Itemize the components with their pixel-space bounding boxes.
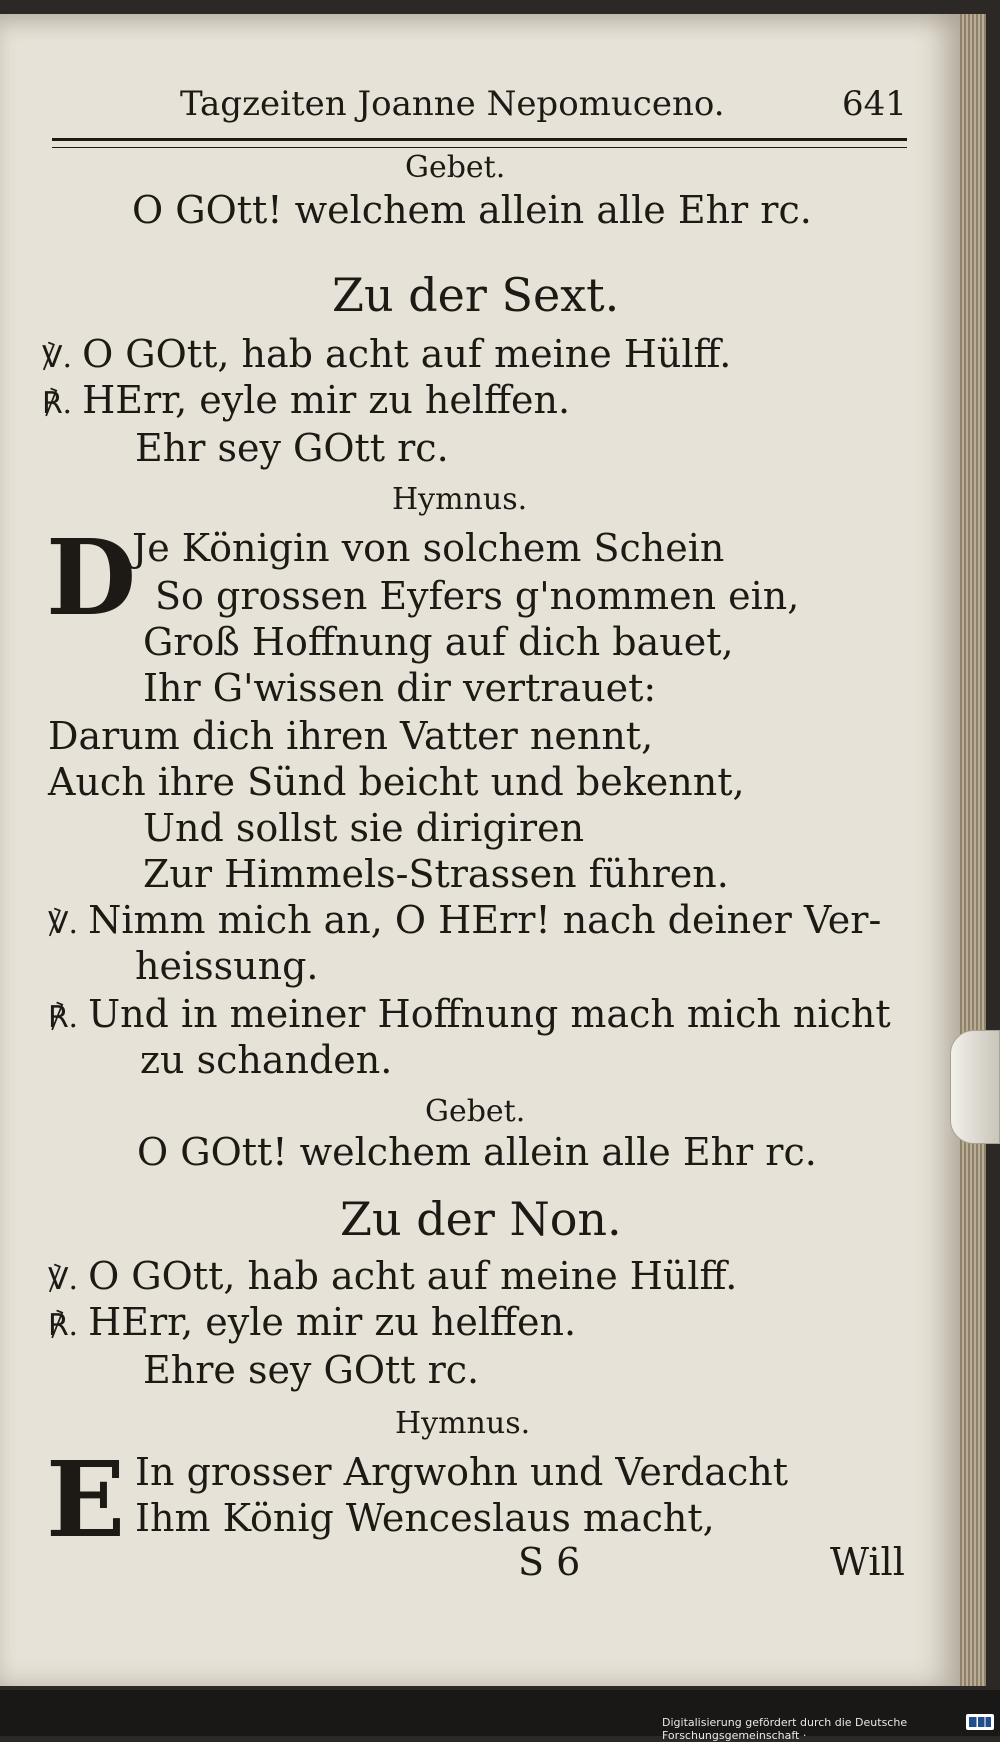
response-text: HErr, eyle mir zu helffen. [88,1300,577,1344]
hymn-line: In grosser Argwohn und Verdacht [135,1450,788,1494]
response-symbol: ℟. [48,1308,79,1343]
response-text: HErr, eyle mir zu helffen. [82,378,571,422]
hymn-line: Ihr G'wissen dir vertrauet: [143,666,657,710]
versicle-continuation: heissung. [135,944,319,988]
hymn-line: Und sollst sie dirigiren [143,806,585,850]
drop-cap: E [46,1438,126,1561]
sext-doxology: Ehr sey GOtt rc. [135,426,449,470]
page-edge [960,14,986,1686]
hymn-line: So grossen Eyfers g'nommen ein, [155,574,800,618]
signature-mark: S 6 [518,1540,581,1584]
versicle-text: O GOtt, hab acht auf meine Hülff. [88,1254,738,1298]
catchword: Will [830,1540,905,1584]
sext-versicle [42,332,731,376]
page-number: 641 [842,84,907,124]
sext-response [42,378,570,422]
hymnus-heading: Hymnus. [395,1406,531,1441]
header-rule [52,138,907,148]
non-response [48,1300,576,1344]
sext-heading: Zu der Sext. [332,268,620,322]
versicle-symbol: ℣. [48,1262,79,1297]
versicle-symbol: ℣. [48,906,79,941]
response [48,992,891,1036]
drop-cap: D [46,516,137,639]
versicle-text: O GOtt, hab acht auf meine Hülff. [82,332,732,376]
page-clip [950,1030,1000,1144]
non-doxology: Ehre sey GOtt rc. [143,1348,480,1392]
non-versicle [48,1254,737,1298]
hymnus-heading: Hymnus. [392,482,528,517]
gebet-text: O GOtt! welchem allein alle Ehr rc. [132,188,812,232]
non-heading: Zu der Non. [340,1192,622,1246]
gebet-heading: Gebet. [425,1094,526,1129]
versicle [48,898,881,942]
running-header: Tagzeiten Joanne Nepomuceno. [180,84,725,124]
hymn-line: Darum dich ihren Vatter nennt, [48,714,654,758]
hymn-line: Groß Hoffnung auf dich bauet, [143,620,734,664]
versicle-symbol: ℣. [42,340,73,375]
response-continuation: zu schanden. [140,1038,393,1082]
gebet-heading: Gebet. [405,150,506,185]
response-text: Und in meiner Hoffnung mach mich nicht [88,992,891,1036]
response-symbol: ℟. [48,1000,79,1035]
dfg-logo-icon [966,1714,994,1730]
hymn-line: Ihm König Wenceslaus macht, [135,1496,715,1540]
hymn-line: Je Königin von solchem Schein [132,526,725,570]
funding-credit: Digitalisierung gefördert durch die Deutsche Forschungsgemeinschaft · [662,1716,908,1742]
response-symbol: ℟. [42,386,73,421]
gebet-text: O GOtt! welchem allein alle Ehr rc. [137,1130,817,1174]
hymn-line: Auch ihre Sünd beicht und bekennt, [48,760,745,804]
versicle-text: Nimm mich an, O HErr! nach deiner Ver- [88,898,882,942]
hymn-line: Zur Himmels-Strassen führen. [143,852,729,896]
